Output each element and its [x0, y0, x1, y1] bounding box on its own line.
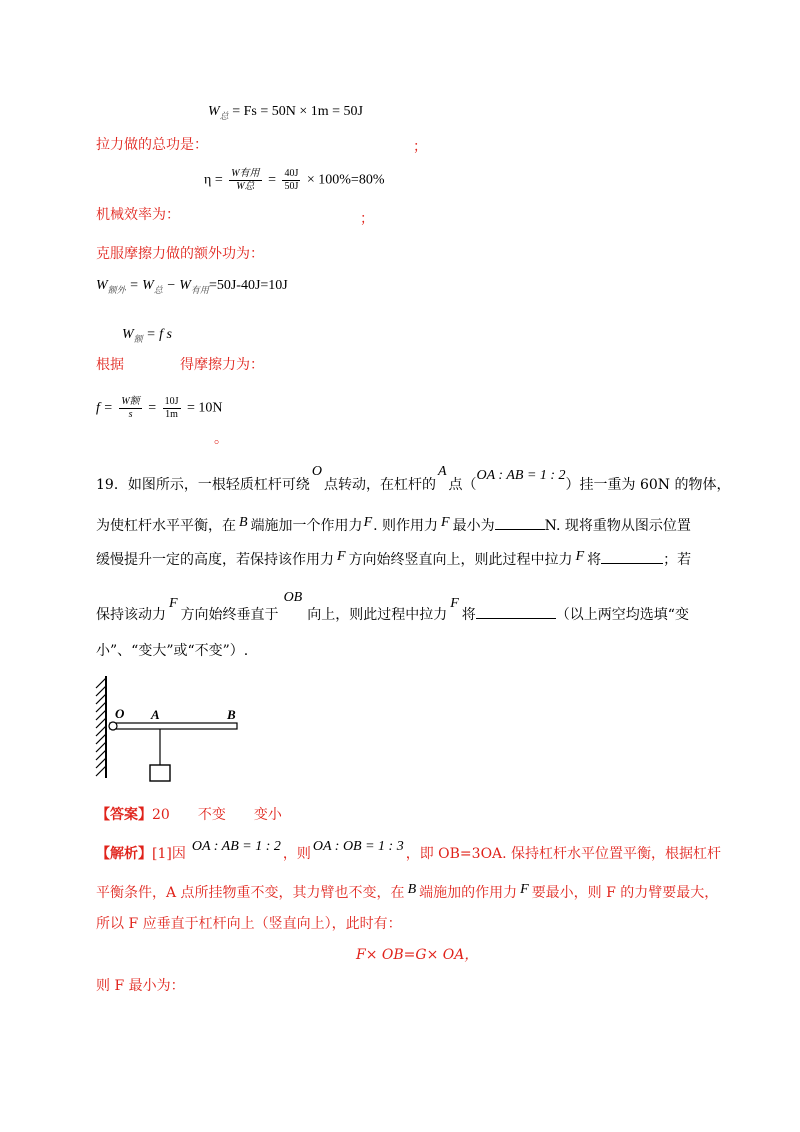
analysis-line-2 — [96, 882, 718, 902]
q-force-f-3: F — [337, 549, 346, 564]
eq-extra-work-op2: − W — [162, 278, 191, 293]
q-force-f-2: F — [441, 515, 450, 530]
answer-v2: 不变 — [197, 807, 226, 823]
q-point-o: O — [311, 464, 322, 479]
eq-friction-frac2 — [163, 396, 181, 421]
label-extra-work: 克服摩擦力做的额外功为： — [96, 246, 264, 262]
eq-total-work — [208, 104, 363, 120]
analysis-ratio-2: OA : OB = 1 : 3 — [312, 839, 404, 854]
q-line2-d: 最小为 — [452, 518, 495, 534]
eq-efficiency-frac1-num: W有用 — [231, 168, 260, 179]
eq-efficiency-frac1 — [229, 168, 261, 193]
analysis-line-4: 则 F 最小为： — [96, 978, 185, 994]
q-force-f-4: F — [575, 549, 585, 564]
analysis-line-3: 所以 F 应垂直于杠杆向上（竖直向上），此时有： — [96, 916, 402, 932]
eq-extra-fs — [122, 327, 172, 343]
eq-total-work-sub: 总 — [219, 111, 229, 121]
label-efficiency: 机械效率为： — [96, 207, 180, 223]
eq-extra-fs-sub: 额 — [133, 334, 143, 344]
analysis-equation: F× OB=G× OA， — [356, 947, 479, 963]
eq-efficiency-rhs: × 100%=80% — [306, 172, 385, 188]
eq-efficiency-lhs: η = — [204, 172, 227, 188]
eq-friction-frac2-den: 1m — [165, 409, 178, 420]
eq-extra-work — [96, 278, 288, 294]
analysis-line-1 — [96, 839, 722, 863]
q-line1-a: 19．如图所示，一根轻质杠杆可绕 — [96, 477, 310, 493]
analysis-line1-b: ，则 — [282, 846, 311, 862]
q-line3-a: 缓慢提升一定的高度，若保持该作用力 — [96, 552, 334, 568]
eq-efficiency-frac2-den: 50J — [284, 181, 299, 192]
analysis-point-b: B — [407, 882, 417, 897]
blank-1[interactable] — [495, 517, 545, 530]
q-line2-e: N. 现将重物从图示位置 — [544, 518, 691, 534]
eq-extra-work-w1: W — [96, 278, 108, 293]
q-line4-c: 向上，则此过程中拉力 — [307, 607, 448, 623]
label-total-work: 拉力做的总功是： — [96, 137, 208, 153]
eq-extra-work-w3-sub: 有用 — [190, 285, 209, 295]
answer-line — [96, 804, 282, 824]
q-force-f-1: F — [363, 515, 373, 530]
eq-efficiency — [204, 168, 385, 193]
lever-figure — [88, 672, 248, 784]
eq-efficiency-frac1-den: W总 — [236, 181, 255, 192]
q-line3-c: 将 — [587, 552, 602, 568]
q-point-b: B — [239, 515, 248, 530]
eq-total-work-rhs: = Fs = 50N × 1m = 50J — [228, 104, 363, 119]
q-line1-c: 点（ — [448, 477, 477, 493]
q-line3-d: ；若 — [663, 552, 692, 568]
eq-extra-fs-rhs: = f s — [142, 327, 172, 342]
eq-efficiency-mid: = — [268, 172, 280, 188]
analysis-line1-a: [1]因 — [152, 846, 186, 862]
figure-label-o: O — [115, 706, 125, 721]
answer-tag: 【答案】 — [96, 807, 152, 823]
analysis-ratio-1: OA : AB = 1 : 2 — [191, 839, 281, 854]
analysis-line2-a: 平衡条件，A 点所挂物重不变，其力臂也不变，在 — [96, 885, 405, 901]
hanging-weight — [150, 765, 170, 781]
q-line1-b: 点转动，在杠杆的 — [323, 477, 436, 493]
analysis-force-f: F — [520, 882, 529, 897]
label-friction: 得摩擦力为： — [180, 357, 264, 373]
analysis-line2-b: 端施加的作用力 — [419, 885, 518, 901]
eq-efficiency-frac2 — [282, 168, 300, 193]
q-ratio: OA : AB = 1 : 2 — [476, 468, 566, 483]
pivot-o — [109, 722, 117, 730]
question-line-2 — [96, 515, 691, 535]
q-line4-a: 保持该动力 — [96, 607, 166, 623]
analysis-line1-c: ，即 OB=3OA. 保持杠杆水平位置平衡，根据杠杆 — [405, 846, 722, 862]
q-line4-d: 将 — [461, 607, 476, 623]
eq-extra-fs-w: W — [122, 327, 134, 342]
q-line4-b: 方向始终垂直于 — [180, 607, 279, 623]
eq-total-work-lhs: W — [208, 104, 220, 119]
blank-2[interactable] — [601, 551, 663, 564]
eq-friction-mid: = — [148, 400, 160, 416]
q-line4-e: （以上两空均选填“变 — [555, 607, 689, 623]
q-line2-a: 为使杠杆水平平衡，在 — [96, 518, 236, 534]
eq-friction-rhs: = 10N — [187, 400, 223, 416]
q-line3-b: 方向始终竖直向上，则此过程中拉力 — [348, 552, 573, 568]
analysis-tag: 【解析】 — [96, 846, 152, 862]
q-point-a: A — [437, 464, 447, 479]
figure-label-a: A — [151, 707, 160, 722]
figure-label-b: B — [227, 707, 236, 722]
question-line-4 — [96, 590, 689, 624]
eq-friction-lhs: f = — [96, 400, 117, 416]
blank-3[interactable] — [476, 606, 556, 619]
question-line-5: 小”、“变大”或“不变”）. — [96, 643, 249, 659]
eq-extra-work-w1-sub: 额外 — [107, 285, 126, 295]
eq-efficiency-frac2-num: 40J — [284, 168, 299, 179]
punct-1: ； — [413, 139, 427, 155]
q-line1-d: ）挂一重为 60N 的物体， — [565, 477, 731, 493]
q-line2-c: . 则作用力 — [373, 518, 439, 534]
punct-2: ； — [360, 211, 374, 227]
eq-friction — [96, 396, 223, 421]
eq-extra-work-w2-sub: 总 — [153, 285, 163, 295]
analysis-line2-c: 要最小，则 F 的力臂要最大， — [531, 885, 719, 901]
punct-3: 。 — [214, 431, 228, 447]
question-line-3 — [96, 549, 691, 569]
eq-friction-frac2-num: 10J — [164, 396, 179, 407]
eq-extra-work-op1: = W — [125, 278, 154, 293]
lever-bar — [110, 723, 237, 729]
eq-friction-frac1 — [119, 396, 141, 421]
answer-v3: 变小 — [253, 807, 282, 823]
question-line-1 — [96, 464, 731, 494]
q-force-f-6: F — [450, 596, 459, 611]
eq-extra-work-rhs: =50J-40J=10J — [208, 278, 288, 293]
label-basis: 根据 — [96, 357, 124, 373]
wall — [96, 676, 106, 778]
answer-v1: 20 — [152, 807, 170, 823]
eq-friction-frac1-den: s — [128, 409, 133, 420]
q-line2-b: 端施加一个作用力 — [250, 518, 363, 534]
eq-friction-frac1-num: W额 — [121, 396, 140, 407]
q-seg-ob: OB — [283, 590, 303, 605]
q-force-f-5: F — [169, 596, 178, 611]
